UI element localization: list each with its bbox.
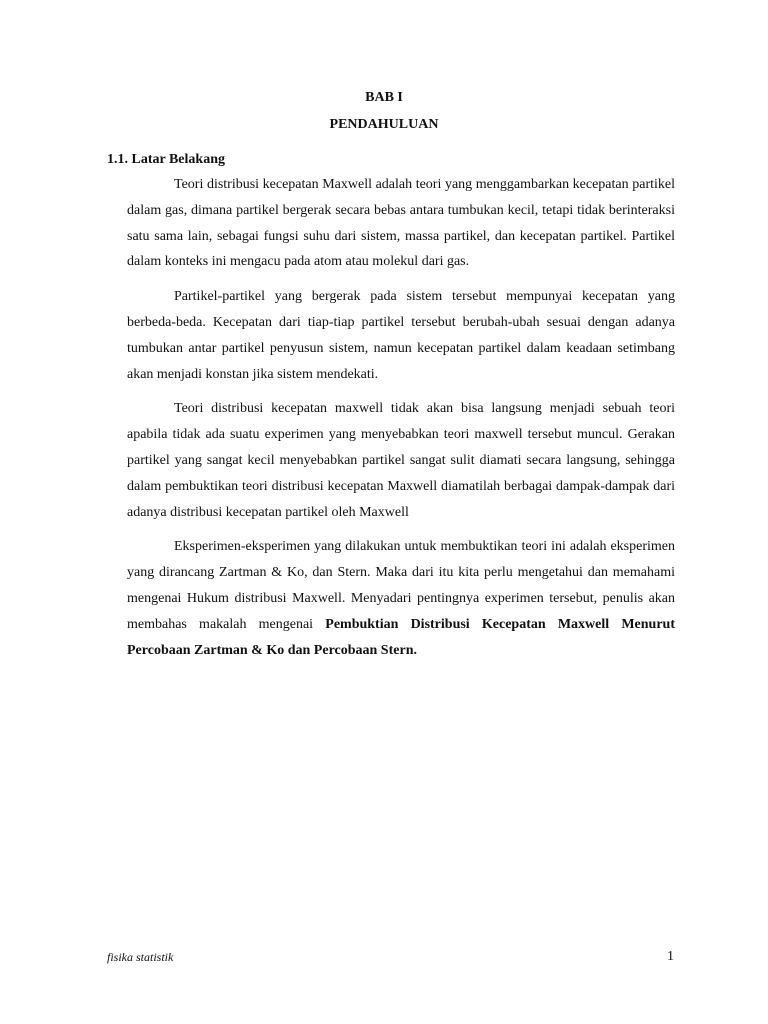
footer-course-name: fisika statistik xyxy=(107,950,174,964)
paragraph-4-bold-title: Pembuktian Distribusi Kecepatan Maxwell Menurut Percobaan Zartman & Ko dan Percobaan Stern. xyxy=(127,616,675,658)
paragraph-4-text: Eksperimen-eksperimen yang dilakukan untuk membuktikan teori ini adalah eksperimen yang dirancang Zartman & Ko, dan Stern. Maka dari itu kita perlu mengetahui dan memahami mengenai Hukum distribusi Maxwell. Menyadari pentingnya experimen tersebut, penulis akan membahas makalah mengenai xyxy=(127,539,675,632)
paragraph-1: Teori distribusi kecepatan Maxwell adalah teori yang menggambarkan kecepatan partikel dalam gas, dimana partikel bergerak secara bebas antara tumbukan kecil, tetapi tidak berinteraksi satu sama lain, sebagai fungsi suhu dari sistem, massa partikel, dan kecepatan partikel. Partikel dalam konteks ini mengacu pada atom atau molekul dari gas. xyxy=(127,177,675,270)
body-text xyxy=(127,172,675,672)
paragraph-4 xyxy=(127,534,675,663)
paragraph-3: Teori distribusi kecepatan maxwell tidak akan bisa langsung menjadi sebuah teori apabila tidak ada suatu experimen yang menyebabkan teori maxwell tersebut muncul. Gerakan partikel yang sangat kecil menyebabkan partikel sangat sulit diamati secara langsung, sehingga dalam pembuktikan teori distribusi kecepatan Maxwell diamatilah berbagai dampak-dampak dari adanya distribusi kecepatan partikel oleh Maxwell xyxy=(127,401,675,520)
paragraph-2: Partikel-partikel yang bergerak pada sistem tersebut mempunyai kecepatan yang berbeda-beda. Kecepatan dari tiap-tiap partikel tersebut berubah-ubah sesuai dengan adanya tumbukan antar partikel penyusun sistem, namun kecepatan partikel dalam keadaan setimbang akan menjadi konstan jika sistem mendekati. xyxy=(127,289,675,382)
chapter-number: BAB I xyxy=(365,90,403,105)
section-heading: 1.1. Latar Belakang xyxy=(107,152,225,167)
page-number: 1 xyxy=(667,949,674,964)
chapter-title: PENDAHULUAN xyxy=(329,117,439,132)
